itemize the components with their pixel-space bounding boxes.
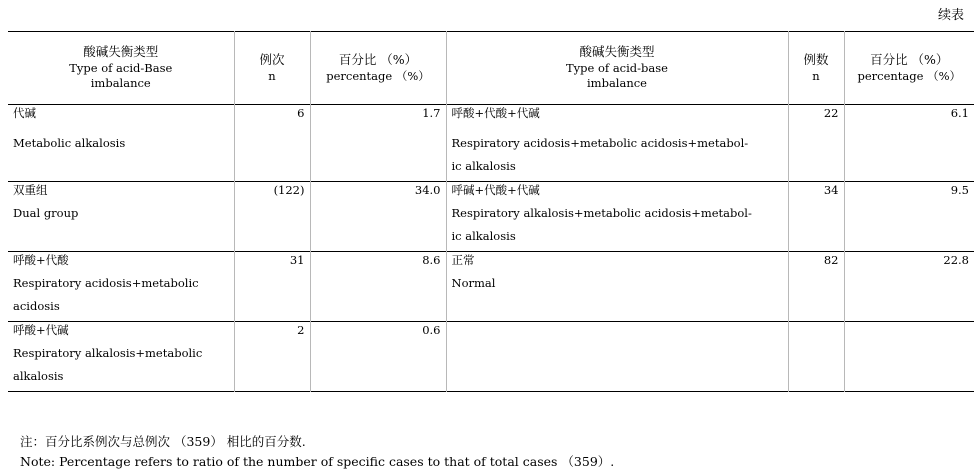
type-en-cell: acidosis	[13, 299, 60, 313]
table-row	[8, 205, 974, 228]
type-zh-cell: 正常	[446, 252, 788, 276]
type-zh-cell: 双重组	[13, 183, 48, 197]
cases-cell: (122)	[234, 182, 310, 206]
type-en-cell: ic alkalosis	[446, 158, 788, 182]
table-header-row	[8, 32, 974, 105]
percent-cell: 8.6	[310, 252, 446, 276]
note-zh: 注：百分比系例次与总例次 （359） 相比的百分数.	[20, 434, 306, 449]
percent-cell: 6.1	[844, 105, 974, 136]
type-zh-cell: 呼酸+代酸	[13, 253, 69, 267]
table-row	[8, 298, 974, 322]
type-zh-cell: 呼酸+代酸+代碱	[446, 105, 788, 136]
percent-cell: 9.5	[844, 182, 974, 206]
header-cases-left	[234, 32, 310, 105]
header-pct-r-zh: 百分比 （%）	[870, 51, 949, 67]
header-type-left	[8, 32, 234, 105]
header-cases-en: n	[268, 68, 276, 83]
table-row	[8, 105, 974, 136]
header-type-zh: 酸碱失衡类型	[83, 44, 159, 60]
table-row	[8, 368, 974, 392]
table-row	[8, 158, 974, 182]
header-pct-en: percentage （%）	[326, 68, 430, 83]
cases-cell: 2	[234, 322, 310, 346]
type-en-cell: Respiratory acidosis+metabolic acidosis+metabol-	[446, 135, 788, 158]
type-zh-cell: 呼碱+代酸+代碱	[446, 182, 788, 206]
header-type-r-zh: 酸碱失衡类型	[579, 44, 655, 60]
table-notes	[20, 432, 614, 472]
continued-label: 续表	[937, 8, 964, 23]
table-row	[8, 228, 974, 252]
table-row	[8, 182, 974, 206]
type-en-cell: ic alkalosis	[446, 228, 788, 252]
header-cases-r-en: n	[812, 68, 820, 83]
type-en-cell	[446, 298, 788, 322]
header-type-r-en-1: Type of acid-base	[566, 60, 668, 75]
table-row	[8, 345, 974, 368]
type-en-cell	[8, 228, 234, 252]
type-zh-cell: 呼酸+代碱	[13, 323, 69, 337]
table-row	[8, 252, 974, 276]
header-type-en-1: Type of acid-Base	[69, 60, 173, 75]
header-cases-zh: 例次	[259, 51, 285, 67]
header-type-en-2: imbalance	[90, 76, 151, 91]
type-zh-cell: 代碱	[13, 106, 36, 120]
type-en-cell	[8, 158, 234, 182]
table-row	[8, 275, 974, 298]
cases-cell: 82	[788, 252, 844, 276]
acid-base-table	[8, 31, 974, 392]
table-row	[8, 135, 974, 158]
table-row	[8, 322, 974, 346]
cases-cell: 6	[234, 105, 310, 136]
type-en-cell: Respiratory alkalosis+metabolic acidosis+metabol-	[446, 205, 788, 228]
type-en-cell: Metabolic alkalosis	[13, 136, 126, 150]
header-pct-right	[844, 32, 974, 105]
type-en-cell: alkalosis	[13, 369, 64, 383]
header-pct-left	[310, 32, 446, 105]
cases-cell: 31	[234, 252, 310, 276]
header-pct-r-en: percentage （%）	[857, 68, 962, 83]
percent-cell: 34.0	[310, 182, 446, 206]
percent-cell: 1.7	[310, 105, 446, 136]
type-en-cell: Dual group	[13, 206, 79, 220]
header-type-r-en-2: imbalance	[587, 76, 647, 91]
type-en-cell: Respiratory alkalosis+metabolic	[13, 346, 203, 360]
percent-cell: 22.8	[844, 252, 974, 276]
type-en-cell: Respiratory acidosis+metabolic	[13, 276, 199, 290]
header-type-right	[446, 32, 788, 105]
header-pct-zh: 百分比 （%）	[338, 51, 418, 67]
type-en-cell: Normal	[446, 275, 788, 298]
cases-cell: 34	[788, 182, 844, 206]
header-cases-r-zh: 例数	[803, 51, 829, 67]
header-cases-right	[788, 32, 844, 105]
note-en: Note: Percentage refers to ratio of the number of specific cases to that of total cases （359）.	[20, 454, 615, 469]
cases-cell: 22	[788, 105, 844, 136]
percent-cell: 0.6	[310, 322, 446, 346]
